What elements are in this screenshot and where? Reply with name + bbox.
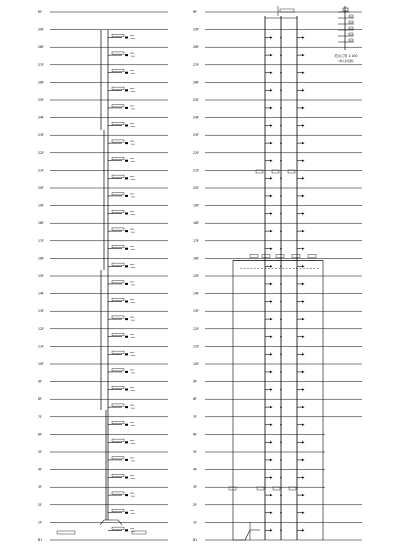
right-floor-label: 28F — [193, 45, 199, 50]
right-branch — [265, 160, 305, 162]
left-branch — [108, 122, 135, 126]
right-floor-label: 23F — [193, 133, 199, 138]
right-riser-pipes — [229, 6, 323, 540]
left-floor-label: 9F — [38, 379, 42, 384]
left-floor-label: 27F — [38, 62, 44, 67]
left-floor-label: 10F — [38, 362, 44, 366]
right-floor-label: B1 — [193, 538, 198, 542]
right-branch — [265, 230, 305, 232]
legend-subcaption: (单元系统图) — [338, 60, 354, 63]
right-branch — [265, 248, 305, 250]
left-branch — [108, 439, 135, 443]
left-floor-label: 4F — [38, 467, 42, 472]
left-floor-label: 18F — [38, 221, 44, 226]
right-branch — [265, 529, 305, 531]
left-branch — [108, 351, 135, 355]
left-floor-label: 2F — [38, 502, 42, 507]
right-branch — [265, 371, 305, 373]
right-floor-label: RF — [193, 10, 198, 14]
right-branch — [265, 54, 305, 56]
left-floor-label: 16F — [38, 256, 44, 261]
legend-caption: 给水立管 1:100 — [334, 54, 358, 58]
left-floor-label: 26F — [38, 80, 44, 85]
right-floor-label: 1F — [193, 520, 197, 525]
left-floor-label: 14F — [38, 291, 44, 296]
right-floor-label: 17F — [193, 238, 199, 243]
right-transfer-tag — [262, 254, 270, 257]
left-floor-label: 8F — [38, 397, 42, 402]
right-branch — [265, 406, 305, 408]
left-floor-label: 20F — [38, 186, 44, 190]
left-floor-label: 11F — [38, 344, 44, 349]
left-floor-label: 25F — [38, 98, 44, 102]
left-branch — [108, 281, 135, 285]
right-branch — [265, 265, 305, 267]
right-floor-label: 14F — [193, 291, 199, 296]
right-floor-label: 19F — [193, 203, 199, 208]
right-floor-label: 5F — [193, 450, 197, 454]
right-branch — [265, 283, 305, 285]
left-branch — [108, 140, 135, 144]
right-floor-label: 18F — [193, 221, 199, 226]
right-branch — [265, 195, 305, 197]
right-floor-label: 16F — [193, 256, 199, 261]
left-floor-label: 7F — [38, 414, 42, 419]
left-branch — [108, 527, 135, 531]
right-branch — [265, 107, 305, 109]
right-transfer-tag — [292, 254, 300, 257]
right-floor-label: 24F — [193, 115, 199, 120]
left-floor-grid — [38, 10, 168, 542]
right-branch — [265, 476, 305, 478]
left-floor-label: 1F — [38, 520, 42, 525]
left-branch — [108, 52, 135, 56]
right-floor-label: 20F — [193, 186, 199, 190]
left-branch — [108, 228, 135, 232]
right-branch — [265, 336, 305, 338]
left-branch — [108, 210, 135, 214]
legend-detail — [335, 6, 358, 63]
right-branch — [265, 353, 305, 355]
right-floor-label: 9F — [193, 379, 197, 384]
right-floor-label: 3F — [193, 485, 197, 490]
left-branch — [108, 510, 135, 514]
right-top-tag — [280, 9, 294, 12]
left-branch — [108, 457, 135, 461]
right-floor-label: 10F — [193, 362, 199, 366]
left-branch — [108, 386, 135, 390]
right-branch — [265, 36, 305, 38]
left-branch — [108, 175, 135, 179]
left-branch — [108, 70, 135, 74]
right-branch — [265, 494, 305, 496]
left-floor-label: 19F — [38, 203, 44, 208]
right-floor-label: 12F — [193, 326, 199, 331]
left-branch — [108, 263, 135, 267]
blank-patch — [325, 425, 410, 495]
left-floor-label: 21F — [38, 168, 44, 173]
right-floor-label: 29F — [193, 27, 199, 32]
right-floor-label: 11F — [193, 344, 199, 349]
left-floor-label: 12F — [38, 326, 44, 331]
left-branch — [108, 193, 135, 197]
right-branch — [265, 424, 305, 426]
right-transfer-tag — [308, 254, 316, 257]
left-branch — [108, 87, 135, 91]
right-floor-label: 25F — [193, 98, 199, 102]
right-floor-label: 4F — [193, 467, 197, 472]
left-branch — [108, 298, 135, 302]
left-floor-label: 3F — [38, 485, 42, 490]
left-floor-label: 15F — [38, 274, 44, 278]
left-branch — [108, 158, 135, 162]
right-branch — [265, 212, 305, 214]
right-floor-label: 6F — [193, 432, 197, 437]
left-floor-branches — [108, 34, 135, 531]
right-branch — [265, 441, 305, 443]
right-base-connection — [233, 530, 260, 540]
left-floor-label: 24F — [38, 115, 44, 120]
left-floor-label: 29F — [38, 27, 44, 32]
right-branch — [265, 318, 305, 320]
left-floor-label: B1 — [38, 538, 43, 542]
left-floor-label: RF — [38, 10, 43, 14]
left-branch — [108, 369, 135, 373]
right-floor-label: 2F — [193, 502, 197, 507]
left-floor-label: 13F — [38, 309, 44, 314]
right-transfer-tag — [276, 254, 284, 257]
left-branch — [108, 422, 135, 426]
right-floor-label: 21F — [193, 168, 199, 173]
right-branch — [265, 142, 305, 144]
right-branch — [265, 72, 305, 74]
left-branch — [108, 105, 135, 109]
left-floor-label: 6F — [38, 432, 42, 437]
right-floor-label: 8F — [193, 397, 197, 402]
left-floor-label: 28F — [38, 45, 44, 50]
left-floor-label: 22F — [38, 150, 44, 155]
right-floor-label: 27F — [193, 62, 199, 67]
left-branch — [108, 404, 135, 408]
right-floor-label: 15F — [193, 274, 199, 278]
left-branch — [108, 492, 135, 496]
left-branch — [108, 316, 135, 320]
left-base-tag — [57, 531, 75, 534]
right-floor-label: 22F — [193, 150, 199, 155]
left-floor-label: 23F — [38, 133, 44, 138]
left-floor-label: 5F — [38, 450, 42, 454]
right-branch — [265, 124, 305, 126]
left-branch — [108, 246, 135, 250]
right-floor-label: 26F — [193, 80, 199, 85]
right-transfer-tag — [250, 254, 258, 257]
right-branch — [265, 177, 305, 179]
left-branch — [108, 334, 135, 338]
left-floor-label: 17F — [38, 238, 44, 243]
right-floor-label: 13F — [193, 309, 199, 314]
right-branch — [265, 300, 305, 302]
right-floor-branches — [265, 36, 305, 531]
left-branch — [108, 474, 135, 478]
right-branch — [265, 388, 305, 390]
right-branch — [265, 89, 305, 91]
left-branch — [108, 34, 135, 38]
right-branch — [265, 512, 305, 514]
right-branch — [265, 459, 305, 461]
right-floor-label: 7F — [193, 414, 197, 419]
